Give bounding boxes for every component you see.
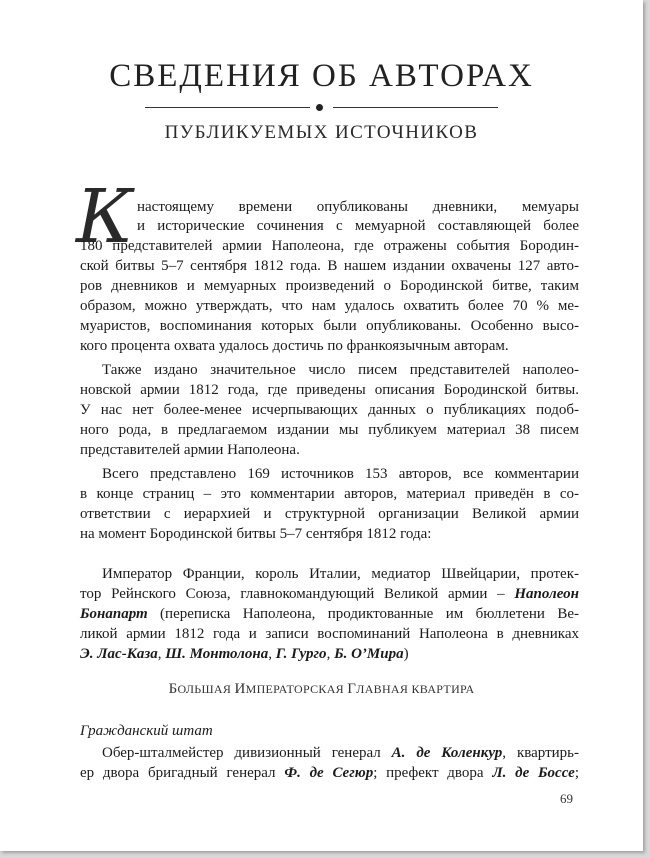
text-line: ного рода, в предлагаемом издании мы публикуем материал 38 писем (80, 422, 579, 438)
author-name: Л. де Боссе (492, 765, 575, 781)
divider-line-right (333, 107, 498, 108)
text-line (102, 744, 579, 763)
text-line: Также издано значительное число писем представителей наполео- (102, 362, 579, 378)
text-line: в конце страниц – это комментарии авторов, материал приведён в со- (80, 486, 579, 502)
heading-initial: И (234, 681, 246, 697)
heading-initial: Б (168, 681, 178, 697)
text-span: (переписка Наполеона, продиктованные им бюллетени Ве- (147, 606, 579, 622)
text-line: муаристов, воспоминания которых были опубликованы. Особенно высо- (80, 318, 579, 334)
text-line (80, 605, 579, 624)
text-span: , квартирь- (502, 745, 579, 761)
title-divider (145, 103, 498, 113)
subsection-heading: Гражданский штат (80, 723, 213, 739)
text-line: ров дневников и мемуарных произведений о Бородинской битве, таким (80, 278, 579, 294)
text-span: ер двора бригадный генерал (80, 765, 285, 781)
heading-initial: Г (347, 681, 357, 697)
section-heading (0, 681, 643, 698)
text-span: ; префект двора (373, 765, 493, 781)
separator: , (157, 646, 166, 662)
text-line: Император Франции, король Италии, медиатор Швейцарии, протек- (102, 566, 579, 582)
text-line: Всего представлено 169 источников 153 авторов, все комментарии (102, 466, 579, 482)
page-subtitle: ПУБЛИКУЕМЫХ ИСТОЧНИКОВ (164, 122, 479, 143)
text-line: У нас нет более-менее исчерпывающих данных о публикациях подоб- (80, 402, 579, 418)
author-name: Ф. де Сегюр (284, 765, 374, 781)
author-name: Ш. Монтолона (165, 646, 269, 662)
text-line: кого процента охвата удалось достичь по франкоязычным авторам. (80, 338, 509, 354)
author-name: Г. Гурго (275, 646, 327, 662)
heading-smallcaps: ОЛЬШАЯ (177, 682, 235, 696)
author-name: А. де Коленкур (391, 745, 503, 761)
page-number: 69 (560, 791, 573, 806)
page-title: СВЕДЕНИЯ ОБ АВТОРАХ (109, 58, 534, 94)
text-span: Обер-шталмейстер дивизионный генерал (102, 745, 392, 761)
author-name: Бонапарт (80, 606, 148, 622)
heading-smallcaps: ЛАВНАЯ КВАРТИРА (356, 682, 475, 696)
text-span: ) (403, 646, 409, 662)
text-line: ской битвы 5–7 сентября 1812 года. В нашем издании охвачены 127 авто- (80, 258, 579, 274)
drop-cap: К (76, 174, 134, 260)
text-line: новской армии 1812 года, где приведены описания Бородинской битвы. (80, 382, 579, 398)
text-line (80, 764, 579, 783)
text-line: и исторические сочинения с мемуарной составляющей более (137, 218, 579, 234)
text-line: ликой армии 1812 года и записи воспоминаний Наполеона в дневниках (80, 626, 579, 642)
text-line: на момент Бородинской битвы 5–7 сентября 1812 года: (80, 526, 432, 542)
divider-line-left (145, 107, 310, 108)
divider-dot (316, 104, 323, 111)
text-line: ответствии с иерархией и структурной организации Великой армии (80, 506, 579, 522)
author-name: Наполеон (514, 586, 579, 602)
text-line: представителей армии Наполеона. (80, 442, 300, 458)
text-line: образом, можно утверждать, что нам удалось охватить более 70 % ме- (80, 298, 579, 314)
text-span: ; (574, 765, 579, 781)
text-span: тор Рейнского Союза, главнокомандующий Великой армии – (80, 586, 515, 602)
text-line: настоящему времени опубликованы дневники, мемуары (137, 199, 579, 215)
heading-smallcaps: МПЕРАТОРСКАЯ (245, 682, 348, 696)
author-name: Б. О’Мира (334, 646, 404, 662)
author-name: Э. Лас-Каза (80, 646, 158, 662)
text-line (80, 645, 409, 664)
text-line: 180 представителей армии Наполеона, где отражены события Бородин- (80, 238, 579, 254)
separator: , (268, 646, 276, 662)
separator: , (326, 646, 335, 662)
text-line (80, 585, 579, 604)
